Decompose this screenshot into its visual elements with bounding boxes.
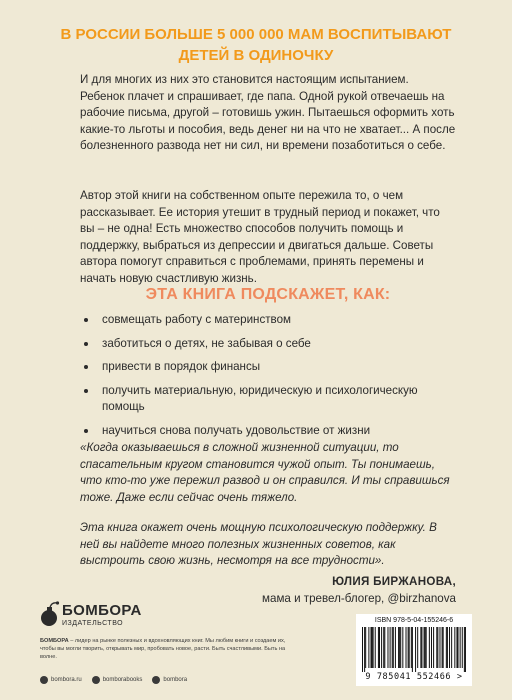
barcode-bar xyxy=(426,627,427,668)
instagram-link[interactable]: bombora xyxy=(152,676,187,684)
bullet-icon xyxy=(84,365,88,369)
intro-paragraph-1: И для многих из них это становится настоящим испытанием. Ребенок плачет и спрашивает, где папа. Одной рукой отвечаешь на рабочие письма, другой – готовишь ужин. Пытаешься оформить хоть какие-то льготы и пособия, ведь денег ни на что не хватает... А после болезненного развода нет ни сил, ни времени позаботиться о себе. xyxy=(80,73,456,153)
bomb-icon xyxy=(40,600,60,628)
barcode-bar xyxy=(464,627,465,672)
author-name: ЮЛИЯ БИРЖАНОВА, xyxy=(332,575,456,588)
headline: В РОССИИ БОЛЬШЕ 5 000 000 МАМ ВОСПИТЫВАЮТ ДЕТЕЙ В ОДИНОЧКУ xyxy=(60,26,452,64)
barcode-bar xyxy=(420,627,421,668)
barcode-bar xyxy=(424,627,425,668)
bullet-icon xyxy=(84,429,88,433)
intro-paragraph-2: Автор этой книги на собственном опыте пережила то, о чем рассказывает. Ее история утешит в трудный период и покажет, что вы – не одна! Есть множество способов получить помощь и поддержку, выбраться из депрессии и двигаться дальше. Советы автора помогут справиться с проблемами, принять перемены и начать новую счастливую жизнь. xyxy=(80,189,440,285)
barcode-bar xyxy=(421,627,422,668)
bullet-icon xyxy=(84,389,88,393)
barcode-bar xyxy=(364,627,365,672)
barcode-bar xyxy=(425,627,426,668)
barcode-bar xyxy=(439,627,440,668)
barcode-bar xyxy=(378,627,379,668)
barcode-bar xyxy=(370,627,371,668)
list-item: научиться снова получать удовольствие от жизни xyxy=(80,423,456,440)
list-item: получить материальную, юридическую и психологическую помощь xyxy=(80,383,456,416)
barcode-bar xyxy=(368,627,369,668)
barcode-bar xyxy=(437,627,438,668)
list-heading: ЭТА КНИГА ПОДСКАЖЕТ, КАК: xyxy=(145,286,391,303)
barcode-bar xyxy=(383,627,384,668)
barcode-bar xyxy=(381,627,382,668)
barcode-bar xyxy=(384,627,385,668)
barcode-bar xyxy=(411,627,412,668)
social-links xyxy=(40,676,187,684)
barcode-bar xyxy=(446,627,447,668)
barcode-bar xyxy=(417,627,418,668)
barcode-bar xyxy=(465,627,466,672)
benefit-list xyxy=(80,312,456,447)
barcode-bar xyxy=(433,627,434,668)
barcode-bar xyxy=(379,627,380,668)
publisher-logo xyxy=(40,600,160,634)
list-item: привести в порядок финансы xyxy=(80,359,456,376)
barcode-bar xyxy=(400,627,401,668)
barcode-bar xyxy=(415,627,416,672)
barcode-bar xyxy=(395,627,396,668)
barcode-bar xyxy=(392,627,393,668)
barcode-bar xyxy=(436,627,437,668)
barcode-bar xyxy=(365,627,366,668)
list-item: совмещать работу с материнством xyxy=(80,312,456,329)
author-role: мама и тревел-блогер, @birzhanova xyxy=(262,592,456,605)
quote-author xyxy=(262,573,456,607)
barcode-bar xyxy=(456,627,457,668)
barcode-bar xyxy=(373,627,374,668)
review-quote-1: «Когда оказываешься в сложной жизненной ситуации, то спасательным кругом становится чужой опыт. Ты понимаешь, что кто-то уже пережил развод и он справился. И ты справишься тоже. Даже если сейчас очень тяжело. xyxy=(80,441,450,504)
barcode-bar xyxy=(375,627,376,668)
instagram-icon xyxy=(152,676,160,684)
barcode-bar xyxy=(447,627,448,668)
publisher-subtitle: ИЗДАТЕЛЬСТВО xyxy=(62,620,124,627)
barcode-bar xyxy=(390,627,391,668)
barcode-bar xyxy=(460,627,461,668)
globe-icon xyxy=(40,676,48,684)
bullet-icon xyxy=(84,318,88,322)
isbn-digits: 9 785041 552466 > xyxy=(365,672,463,682)
publisher-name: БОМБОРА xyxy=(62,602,142,619)
barcode-bar xyxy=(399,627,400,668)
barcode-bar xyxy=(442,627,443,668)
barcode-bar xyxy=(409,627,410,668)
barcode-bar xyxy=(393,627,394,668)
barcode-bar xyxy=(458,627,459,668)
bullet-icon xyxy=(84,342,88,346)
barcode-bar xyxy=(406,627,407,668)
list-item: заботиться о детях, не забывая о себе xyxy=(80,336,456,353)
isbn-label: ISBN 978-5-04-155246-6 xyxy=(374,617,454,624)
barcode-bar xyxy=(454,627,455,668)
barcode-bar xyxy=(362,627,363,672)
barcode-bar xyxy=(443,627,444,668)
barcode-bar xyxy=(412,627,413,672)
barcode-bar xyxy=(372,627,373,668)
barcode-bar xyxy=(431,627,432,668)
barcode-bar xyxy=(429,627,430,668)
publisher-note-text: – лидер на рынке полезных и вдохновляющих книг. Мы любим книги и создаем их, чтобы вы могли творить, открывать мир, пробовать новое, расти. Быть счастливыми. Быть на волне. xyxy=(40,638,286,660)
barcode-bar xyxy=(387,627,388,668)
publisher-note-brand: БОМБОРА xyxy=(40,638,69,644)
barcode-bar xyxy=(462,627,463,668)
publisher-note xyxy=(40,637,290,661)
barcode-bar xyxy=(449,627,450,668)
barcode-bar xyxy=(408,627,409,668)
vk-icon xyxy=(92,676,100,684)
barcode-bar xyxy=(398,627,399,668)
vk-link[interactable]: bomborabooks xyxy=(92,676,143,684)
barcode-bar xyxy=(451,627,452,668)
barcode-icon xyxy=(362,627,466,672)
isbn-barcode xyxy=(356,614,472,686)
barcode-bar xyxy=(402,627,403,668)
website-link[interactable]: bombora.ru xyxy=(40,676,82,684)
review-quote-2: Эта книга окажет очень мощную психологическую поддержку. В ней вы найдете много полезных жизненных советов, как выстроить свою жизнь, несмотря на все трудности». xyxy=(80,521,437,568)
